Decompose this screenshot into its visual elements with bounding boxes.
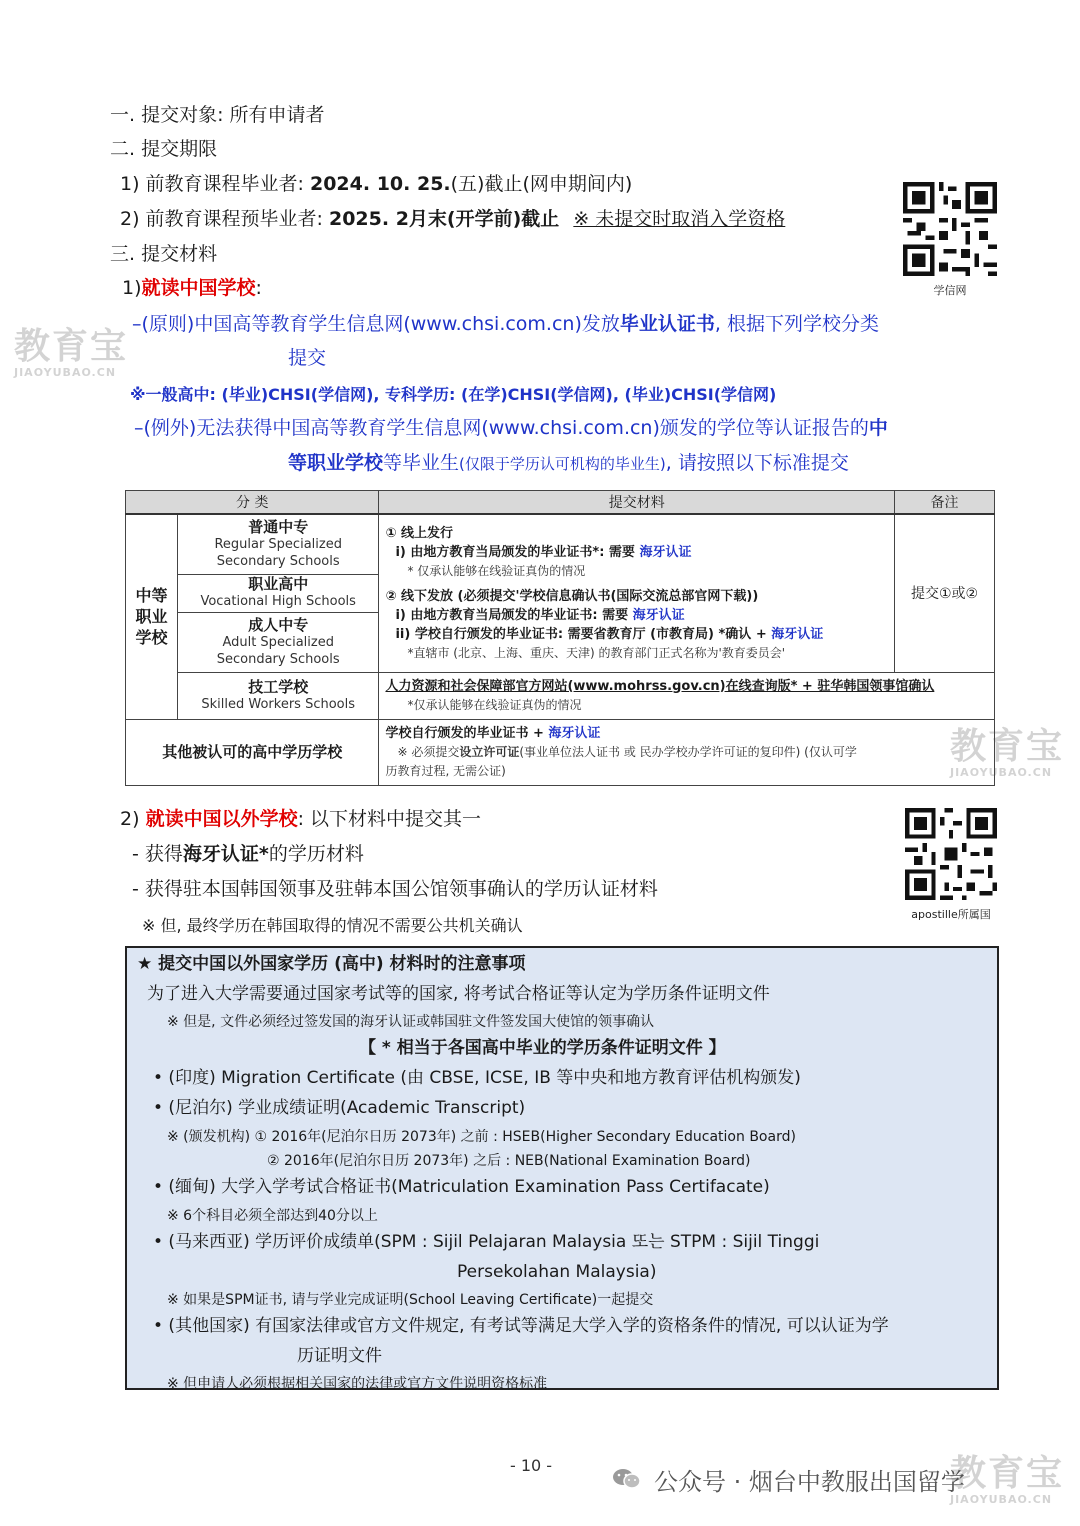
sub-1-number: 1) [122, 277, 142, 299]
other-note-2: 历教育过程, 无需公证) [385, 763, 506, 778]
deadline-2-note: ※ 未提交时取消入学资格 [573, 208, 786, 230]
notice-india: • (印度) Migration Certificate (由 CBSE, ICSE, IB 等中央和地方教育评估机构颁发) [153, 1068, 801, 1088]
row-en-1: Regular Specialized [214, 536, 342, 552]
qr-caption-chsi: 学信网 [933, 284, 967, 297]
header-remarks: 备注 [895, 491, 995, 515]
section-3-heading: 三. 提交材料 [110, 243, 218, 265]
row-regular-specialized [177, 514, 379, 574]
section-2-heading: 二. 提交期限 [110, 138, 218, 160]
principle-continuation: 提交 [288, 347, 327, 369]
mat-online-note: * 仅承认能够在线验证真伪的情况 [407, 563, 586, 578]
deadline-2-date: 2025. 2月末(开学前)截止 [328, 208, 560, 230]
row-skilled-workers [177, 672, 379, 719]
exception-bold-1: 中 [868, 417, 888, 439]
sub-2-post: : 以下材料中提交其一 [297, 808, 482, 830]
foreign-note: ※ 但, 最终学历在韩国取得的情况不需要公共机关确认 [142, 916, 523, 935]
table-row [126, 719, 995, 785]
sub-1-title: 就读中国学校 [141, 277, 256, 299]
other-materials [385, 724, 988, 743]
deadline-1-prefix: 1) 前教育课程毕业者: [120, 173, 310, 195]
row-en-1: Vocational High Schools [200, 594, 356, 609]
qr-code-apostille[interactable] [905, 808, 997, 900]
exception-post: , 请按照以下标准提交 [665, 452, 849, 474]
foreign-bullet-1-pre: - 获得 [132, 843, 183, 865]
table-row [126, 514, 995, 574]
notice-malaysia: • (马来西亚) 学历评价成绩单(SPM : Sijil Pelajaran Malaysia 또는 STPM : Sijil Tinggi [153, 1232, 820, 1252]
materials-cell-skilled [379, 672, 995, 719]
other-schools-label: 其他被认可的高中学历学校 [126, 719, 379, 785]
other-materials-apostille: 海牙认证 [548, 725, 601, 741]
notice-title: ★ 提交中国以外国家学历 (高中) 材料时的注意事项 [137, 954, 526, 974]
row-adult-specialized [177, 612, 379, 672]
wechat-account: 公众号 · 烟台中教服出国留学 [654, 1468, 965, 1496]
mat-offline-ii-text: ii) 学校自行颁发的毕业证书: 需要省教育厅 (市教育局) *确认 + [395, 626, 772, 642]
mat-online-i-apostille: 海牙认证 [639, 544, 692, 560]
notice-line-2: ※ 但是, 文件必须经过签发国的海牙认证或韩国驻文件签发国大使馆的领事确认 [167, 1014, 655, 1030]
watermark-brand: 教育宝 [950, 726, 1065, 767]
deadline-item-1 [120, 171, 632, 197]
watermark-site: JIAOYUBAO.CN [14, 366, 117, 379]
principle-pre: –(原则)中国高等教育学生信息网(www.chsi.com.cn)发放 [132, 313, 620, 335]
row-en-2: Secondary Schools [216, 651, 340, 667]
foreign-bullet-1 [132, 841, 364, 867]
header-materials: 提交材料 [379, 491, 895, 515]
notice-other-cont: 历证明文件 [297, 1346, 382, 1366]
mat-online-title: ① 线上发行 [385, 525, 454, 541]
foreign-notice-box [125, 946, 999, 1390]
materials-cell-other [379, 719, 995, 785]
foreign-bullet-2: - 获得驻本国韩国领事及驻韩本国公馆领事确认的学历认证材料 [132, 878, 658, 900]
deadline-item-2 [120, 206, 785, 232]
notice-other-note: ※ 但申请人必须根据相关国家的法律或官方文件说明资格标准 [167, 1376, 548, 1392]
mat-online-i-text: i) 由地方教育当局颁发的毕业证书*: 需要 [395, 544, 640, 560]
notice-line-1: 为了进入大学需要通过国家考试等的国家, 将考试合格证等认定为学历条件证明文件 [147, 984, 770, 1004]
watermark-site: JIAOYUBAO.CN [950, 766, 1053, 779]
remark-cell: 提交①或② [895, 514, 995, 672]
row-zh: 职业高中 [248, 575, 309, 593]
page-number: - 10 - [510, 1456, 553, 1475]
mat-online-i [385, 543, 888, 562]
notice-nepal-note-2: ② 2016年(尼泊尔日历 2073年) 之后 : NEB(National Examination Board) [267, 1153, 751, 1169]
mat-offline-i [385, 606, 888, 625]
principle-post: , 根据下列学校分类 [714, 313, 879, 335]
notice-malaysia-note: ※ 如果是SPM证书, 请与学业完成证明(School Leaving Certificate)一起提交 [167, 1292, 654, 1308]
other-materials-text: 学校自行颁发的毕业证书 + [385, 725, 549, 741]
notice-malaysia-cont: Persekolahan Malaysia) [457, 1262, 657, 1282]
other-note-1 [385, 743, 988, 762]
other-note-1-post: (事业单位法人证书 或 民办学校办学许可证的复印件) (仅认可学 [519, 744, 857, 759]
materials-table [125, 490, 995, 786]
row-en-1: Skilled Workers Schools [201, 696, 356, 712]
notice-subtitle: 【 * 相当于各国高中毕业的学历条件证明文件 】 [359, 1038, 726, 1058]
table-row [126, 672, 995, 719]
skilled-note: *仅承认能够在线验证真伪的情况 [407, 697, 582, 712]
exception-pre: –(例外)无法获得中国高等教育学生信息网(www.chsi.com.cn)颁发的学位等认证报告的 [134, 417, 869, 439]
mat-offline-i-apostille: 海牙认证 [632, 607, 685, 623]
other-note-1-bold: 设立许可证 [459, 744, 520, 759]
sub-1-colon: : [255, 277, 262, 299]
watermark-brand: 教育宝 [14, 326, 129, 367]
sub-2-number: 2) [120, 808, 140, 830]
group-label-text: 中等职业学校 [135, 586, 168, 648]
other-note-1-pre: ※ 必须提交 [397, 744, 460, 759]
exception-small: (仅限于学历认可机构的毕业生) [459, 455, 666, 473]
watermark-site: JIAOYUBAO.CN [950, 1493, 1053, 1506]
notice-other: • (其他国家) 有国家法律或官方文件规定, 有考试等满足大学入学的资格条件的情况, 可以认证为学 [153, 1316, 889, 1336]
row-vocational-high [177, 574, 379, 612]
mat-offline-ii-apostille: 海牙认证 [771, 626, 824, 642]
sub-1-heading [122, 275, 262, 301]
group-label [126, 514, 178, 719]
notice-myanmar: • (缅甸) 大学入学考试合格证书(Matriculation Examination Pass Certifacate) [153, 1177, 770, 1197]
exception-continuation [288, 450, 849, 477]
deadline-1-suffix: (五)截止(网申期间内) [450, 173, 633, 195]
mat-offline-note: *直辖市 (北京、上海、重庆、天津) 的教育部门正式名称为'教育委员会' [407, 645, 786, 660]
qr-code-chsi[interactable] [903, 182, 997, 276]
header-category: 分 类 [126, 491, 379, 515]
qr-caption-apostille: apostille所属国 [911, 908, 991, 921]
watermark-left [14, 328, 128, 379]
principle-bold: 毕业认证书 [619, 313, 715, 335]
foreign-bullet-1-post: 的学历材料 [268, 843, 364, 865]
mat-offline-i-text: i) 由地方教育当局颁发的毕业证书: 需要 [395, 607, 633, 623]
materials-cell-vocational [379, 514, 895, 672]
section-1-heading: 一. 提交对象: 所有申请者 [110, 104, 325, 126]
row-zh: 成人中专 [248, 615, 309, 634]
wechat-icon [612, 1468, 642, 1490]
row-en-1: Adult Specialized [222, 634, 334, 650]
deadline-1-date: 2024. 10. 25. [309, 173, 451, 195]
watermark-bottom [950, 1455, 1064, 1506]
general-school-note: ※一般高中: (毕业)CHSI(学信网), 专科学历: (在学)CHSI(学信网), (毕业)CHSI(学信网) [130, 385, 777, 404]
sub-2-heading [120, 806, 481, 832]
row-zh: 普通中专 [248, 517, 309, 536]
notice-myanmar-note: ※ 6个科目必须全部达到40分以上 [167, 1208, 378, 1224]
row-en-2: Secondary Schools [216, 553, 340, 569]
watermark-brand: 教育宝 [950, 1453, 1065, 1494]
foreign-bullet-1-bold: 海牙认证* [182, 843, 269, 865]
notice-nepal: • (尼泊尔) 学业成绩证明(Academic Transcript) [153, 1098, 526, 1118]
skilled-materials: 人力资源和社会保障部官方网站(www.mohrss.gov.cn)在线查询版* + 驻华韩国领事馆确认 [385, 678, 935, 694]
table-header-row [126, 491, 995, 515]
mat-offline-ii [385, 625, 888, 644]
deadline-2-prefix: 2) 前教育课程预毕业者: [120, 208, 329, 230]
mat-offline-title: ② 线下发放 (必须提交'学校信息确认书(国际交流总部官网下载)) [385, 588, 759, 604]
notice-nepal-note-1: ※ (颁发机构) ① 2016年(尼泊尔日历 2073年) 之前 : HSEB(Higher Secondary Education Board) [167, 1129, 796, 1145]
exception-mid: 等毕业生 [383, 452, 460, 474]
principle-line [132, 311, 879, 337]
exception-line [134, 415, 888, 441]
exception-bold-2: 等职业学校 [288, 452, 384, 474]
sub-2-title: 就读中国以外学校 [145, 808, 298, 830]
row-zh: 技工学校 [248, 677, 309, 696]
